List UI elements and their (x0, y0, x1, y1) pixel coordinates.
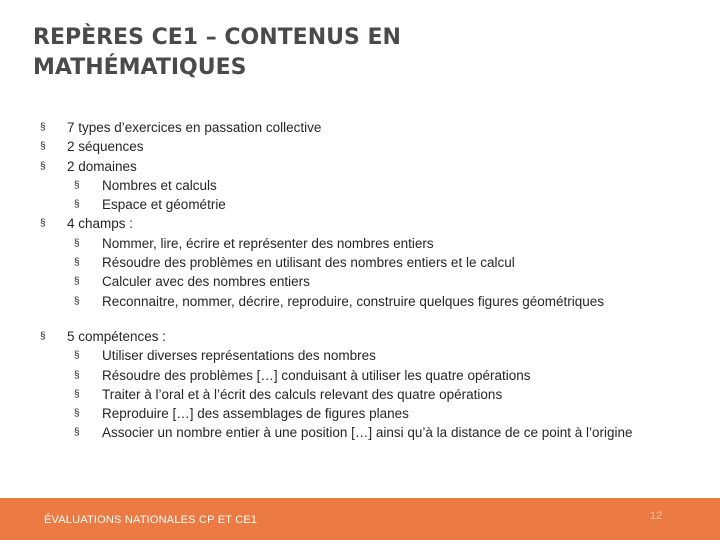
sub-list-item-text: Résoudre des problèmes […] conduisant à utiliser les quatre opérations (102, 367, 531, 383)
list-item-text: 5 compétences : (67, 328, 167, 344)
list-item-text: 7 types d’exercices en passation collective (67, 120, 322, 135)
sub-list-item-text: Nombres et calculs (102, 177, 217, 193)
list-item-sequences (40, 137, 700, 156)
sub-list-item-text: Reconnaitre, nommer, décrire, reproduire, construire quelques figures géométriques (102, 293, 605, 309)
sub-list-champs (74, 234, 700, 311)
sub-list-item (74, 176, 700, 195)
square-bullet-icon: § (74, 408, 80, 420)
sub-list-item (74, 292, 700, 311)
square-bullet-icon: § (74, 276, 80, 288)
sub-list-competences (74, 346, 700, 442)
square-bullet-icon: § (74, 369, 80, 381)
sub-list-item-text: Associer un nombre entier à une position […] ainsi qu’à la distance de ce point à l’origine (102, 425, 633, 441)
square-bullet-icon: § (74, 295, 80, 307)
page-number: 12 (650, 510, 663, 522)
list-item-text: 2 domaines (67, 158, 137, 174)
sub-list-item (74, 253, 700, 272)
square-bullet-icon: § (40, 218, 46, 230)
sub-list-item-text: Résoudre des problèmes en utilisant des nombres entiers et le calcul (102, 255, 515, 271)
sub-list-item (74, 385, 700, 404)
square-bullet-icon: § (74, 388, 80, 400)
square-bullet-icon: § (74, 257, 80, 269)
bullet-list (40, 118, 700, 443)
sub-list-item (74, 272, 700, 291)
list-item-champs (40, 214, 700, 310)
square-bullet-icon: § (74, 427, 80, 439)
list-item-domaines (40, 157, 700, 215)
list-item-text: 2 séquences (67, 139, 144, 155)
sub-list-item (74, 234, 700, 253)
square-bullet-icon: § (74, 237, 80, 249)
sub-list-item-text: Traiter à l’oral et à l’écrit des calculs relevant des quatre opérations (102, 386, 503, 402)
bullet-list-container (40, 118, 700, 443)
square-bullet-icon: § (40, 122, 46, 133)
sub-list-item-text: Espace et géométrie (102, 197, 226, 213)
square-bullet-icon: § (40, 330, 46, 342)
footer-bar (0, 498, 720, 540)
sub-list-item-text: Nommer, lire, écrire et représenter des nombres entiers (102, 235, 434, 251)
sub-list-item (74, 423, 700, 442)
list-item-types-exercices (40, 118, 700, 137)
square-bullet-icon: § (40, 141, 46, 153)
sub-list-item (74, 366, 700, 385)
slide-title-line-2: MATHÉMATIQUES (33, 55, 247, 80)
list-item-competences (40, 327, 700, 443)
sub-list-item (74, 404, 700, 423)
footer-text: ÉVALUATIONS NATIONALES CP ET CE1 (44, 514, 258, 526)
sub-list-item-text: Reproduire […] des assemblages de figures planes (102, 406, 409, 422)
sub-list-item-text: Utiliser diverses représentations des nombres (102, 348, 376, 364)
square-bullet-icon: § (74, 179, 80, 191)
sub-list-item (74, 195, 700, 214)
slide-title (33, 23, 673, 83)
slide-title-line-1: REPÈRES CE1 – CONTENUS EN (33, 25, 401, 50)
sub-list-item-text: Calculer avec des nombres entiers (102, 274, 310, 290)
sub-list-domaines (74, 176, 700, 215)
list-item-text: 4 champs : (67, 216, 134, 232)
square-bullet-icon: § (74, 199, 80, 211)
square-bullet-icon: § (40, 160, 46, 172)
square-bullet-icon: § (74, 350, 80, 362)
sub-list-item (74, 346, 700, 365)
